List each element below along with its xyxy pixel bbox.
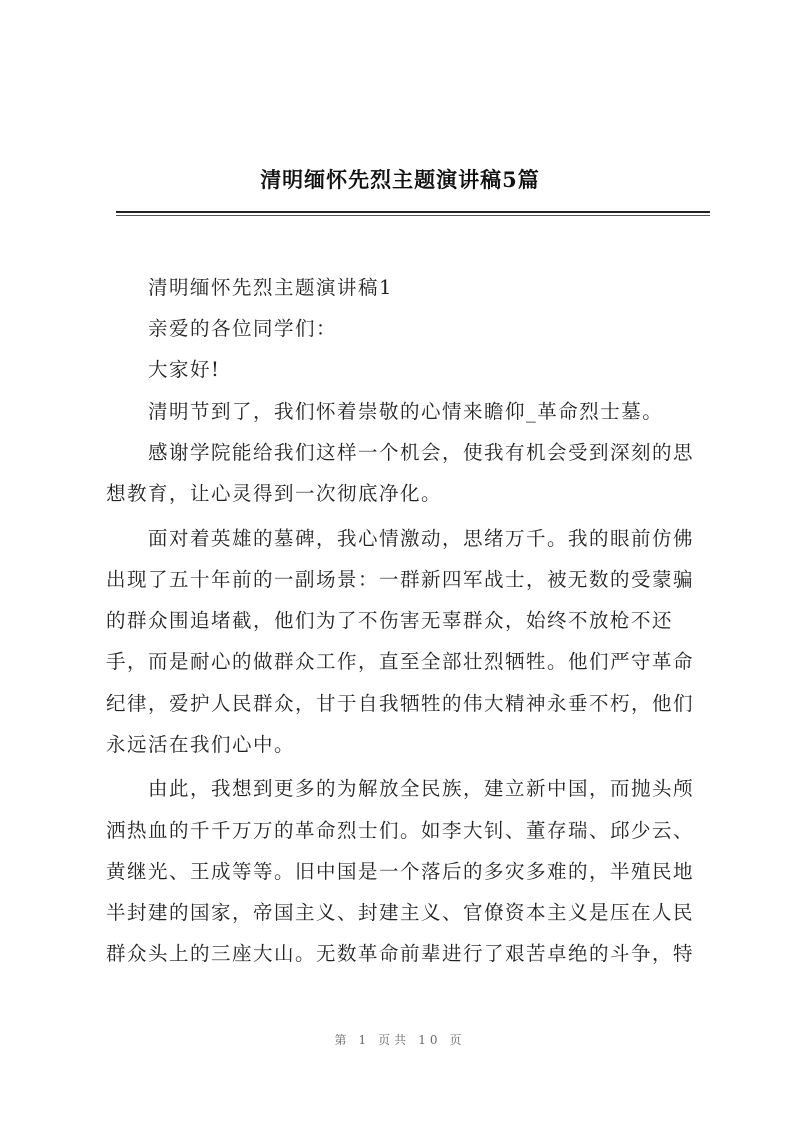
section-heading: 清明缅怀先烈主题演讲稿1 [148,276,393,299]
page-footer [0,1031,800,1048]
footer-current-page: 1 [358,1033,371,1047]
footer-total-pages: 10 [418,1033,442,1047]
paragraph-line: 感谢学院能给我们这样一个机会，使我有机会受到深刻的思 [148,441,695,464]
title-underline [116,211,710,213]
paragraph-line: 手，而是耐心的做群众工作，直至全部壮烈牺牲。他们严守革命 [106,650,695,673]
document-title: 清明缅怀先烈主题演讲稿5篇 [260,167,540,192]
paragraph-line: 面对着英雄的墓碑，我心情激动，思绪万千。我的眼前仿佛 [148,527,695,550]
paragraph-line: 出现了五十年前的一副场景：一群新四军战士，被无数的受蒙骗 [106,568,695,591]
paragraph-line: 纪律，爱护人民群众，甘于自我牺牲的伟大精神永垂不朽，他们 [106,692,695,715]
paragraph-line: 黄继光、王成等等。旧中国是一个落后的多灾多难的，半殖民地 [106,860,695,883]
title-underline-thin [116,215,710,216]
paragraph-line: 洒热血的千千万万的革命烈士们。如李大钊、董存瑞、邱少云、 [106,819,695,842]
footer-middle: 页共 [378,1033,411,1047]
paragraph-line: 永远活在我们心中。 [106,733,296,756]
paragraph-line: 由此，我想到更多的为解放全民族，建立新中国，而抛头颅 [148,777,695,800]
paragraph-line: 半封建的国家，帝国主义、封建主义、官僚资本主义是压在人民 [106,901,695,924]
footer-suffix: 页 [449,1033,466,1047]
paragraph-line: 群众头上的三座大山。无数革命前辈进行了艰苦卓绝的斗争，特 [106,942,695,965]
footer-prefix: 第 [334,1033,351,1047]
paragraph-line: 清明节到了，我们怀着崇敬的心情来瞻仰_革命烈士墓。 [148,400,664,423]
greeting: 大家好! [148,358,221,381]
paragraph-line: 的群众围追堵截，他们为了不伤害无辜群众，始终不放枪不还 [106,609,674,632]
paragraph-line: 想教育，让心灵得到一次彻底净化。 [106,482,443,505]
salutation: 亲爱的各位同学们： [148,317,338,340]
